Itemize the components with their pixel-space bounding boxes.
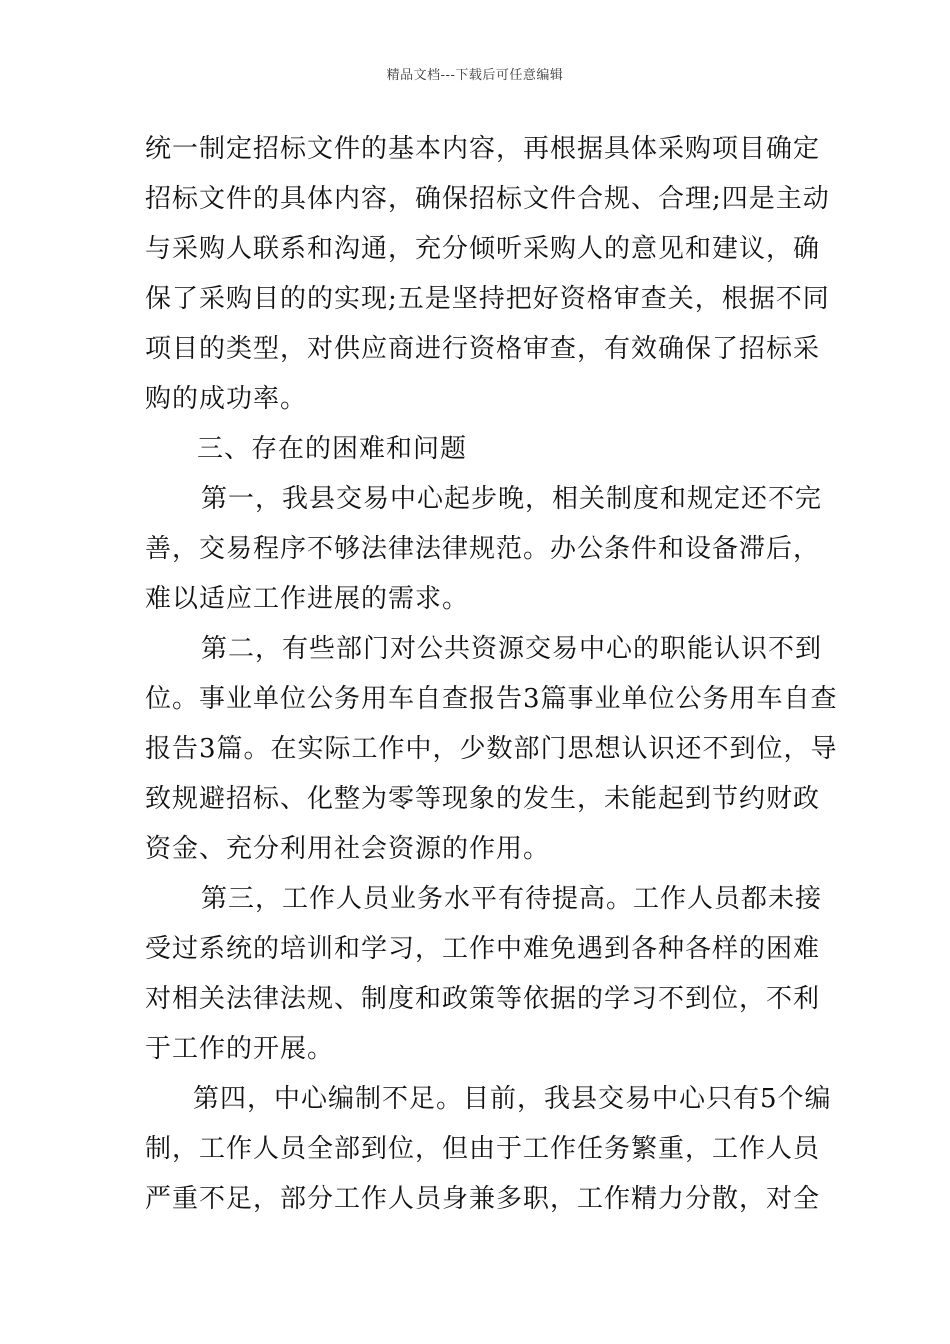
text-line: 严重不足，部分工作人员身兼多职，工作精力分散，对全	[145, 1184, 821, 1214]
page-header: 精品文档---下载后可任意编辑	[386, 68, 564, 83]
paragraph-first-line: 第三，工作人员业务水平有待提高。工作人员都未接	[201, 884, 823, 914]
document-body	[145, 124, 838, 1224]
paragraph-first-line: 第一，我县交易中心起步晚，相关制度和规定还不完	[201, 484, 823, 514]
text-line: 项目的类型，对供应商进行资格审查，有效确保了招标采	[145, 334, 821, 364]
text-line: 对相关法律法规、制度和政策等依据的学习不到位，不利	[145, 984, 821, 1014]
section-heading: 三、存在的困难和问题	[197, 434, 468, 464]
text-line: 受过系统的培训和学习，工作中难免遇到各种各样的困难	[145, 934, 821, 964]
text-line: 报告3篇。在实际工作中，少数部门思想认识还不到位，导	[145, 734, 838, 764]
text-line: 购的成功率。	[145, 384, 308, 414]
text-line: 招标文件的具体内容，确保招标文件合规、合理;四是主动	[145, 184, 830, 214]
text-line: 统一制定招标文件的基本内容，再根据具体采购项目确定	[145, 134, 821, 164]
text-line: 制，工作人员全部到位，但由于工作任务繁重，工作人员	[145, 1134, 821, 1164]
text-line: 致规避招标、化整为零等现象的发生，未能起到节约财政	[145, 784, 821, 814]
text-line: 善，交易程序不够法律法律规范。办公条件和设备滞后，	[145, 534, 821, 564]
text-line: 位。事业单位公务用车自查报告3篇事业单位公务用车自查	[145, 684, 838, 714]
text-line: 保了采购目的的实现;五是坚持把好资格审查关，根据不同	[145, 284, 830, 314]
text-line: 于工作的开展。	[145, 1034, 335, 1064]
paragraph-first-line: 第二，有些部门对公共资源交易中心的职能认识不到	[201, 634, 823, 664]
text-line: 资金、充分利用社会资源的作用。	[145, 834, 551, 864]
text-line: 难以适应工作进展的需求。	[145, 584, 470, 614]
text-line: 与采购人联系和沟通，充分倾听采购人的意见和建议，确	[145, 234, 821, 264]
paragraph-first-line: 第四，中心编制不足。目前，我县交易中心只有5个编	[193, 1084, 832, 1114]
